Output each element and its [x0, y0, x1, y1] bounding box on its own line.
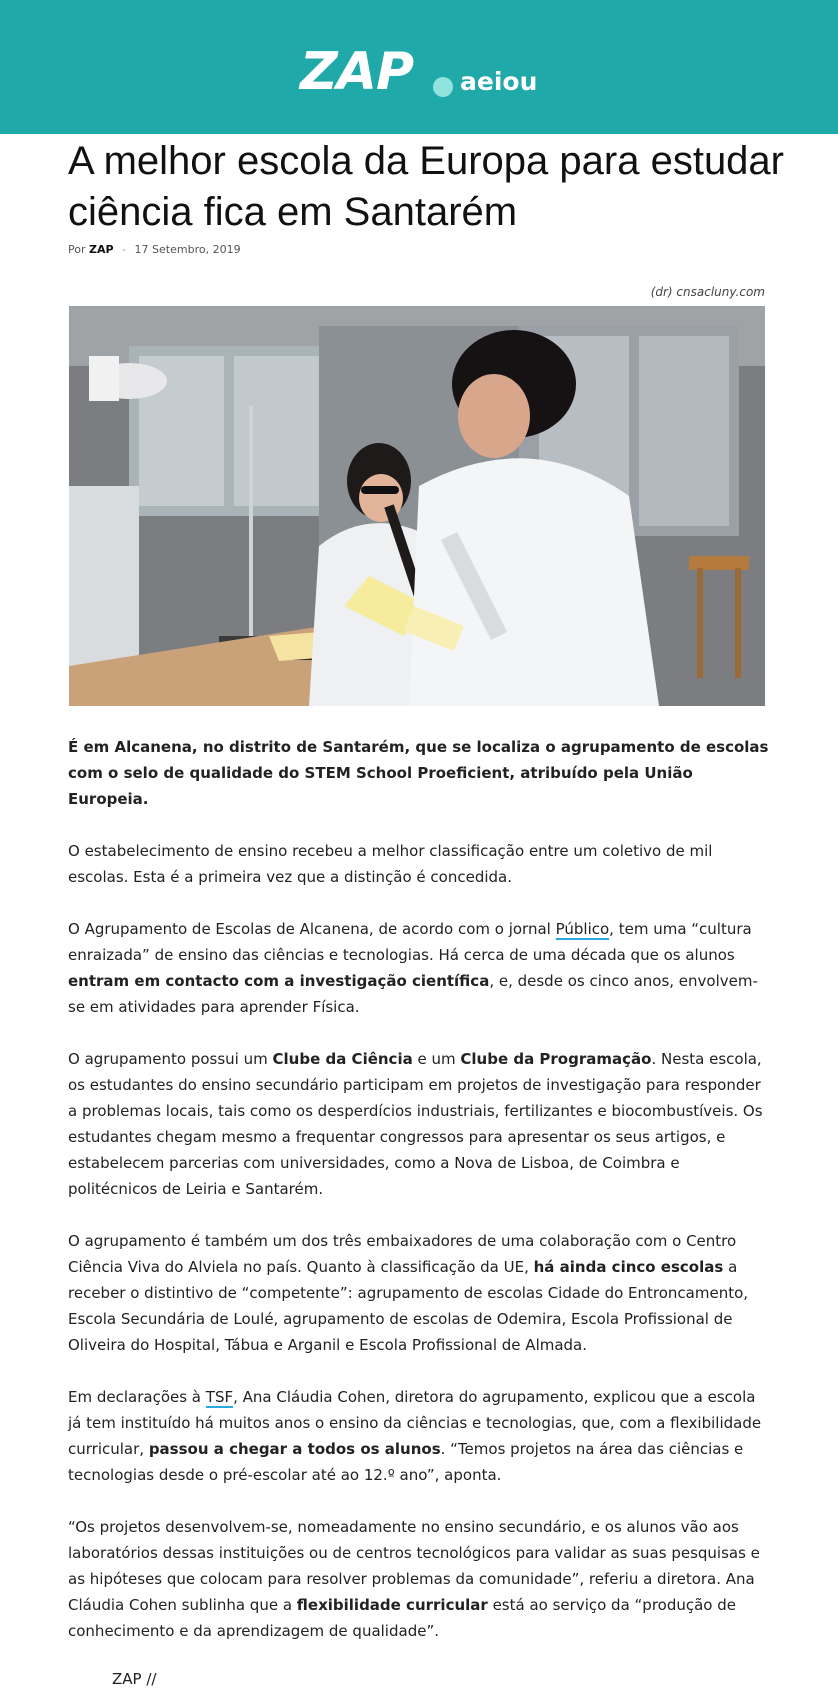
p3-text-1: O agrupamento possui um: [68, 1050, 273, 1068]
article-lead: É em Alcanena, no distrito de Santarém, que se localiza o agrupamento de escolas com o selo de qualidade do STEM School Proeficient, atribuído pela União Europeia.: [68, 738, 769, 808]
p3-bold-2: Clube da Programação: [460, 1050, 652, 1068]
p2-text-3: , e, desde os cinco anos, envolvem-se em atividades para aprender Física.: [68, 972, 758, 1016]
publico-link[interactable]: Público: [555, 920, 610, 938]
lab-students-photo-icon: [69, 306, 765, 706]
logo-dot: [433, 77, 453, 97]
p5-bold: passou a chegar a todos os alunos: [148, 1440, 441, 1458]
byline-separator: -: [122, 243, 127, 256]
p4-bold: há ainda cinco escolas: [533, 1258, 724, 1276]
p5-text-2: , Ana Cláudia Cohen, diretora do agrupamento, explicou que a escola já tem instituído há muitos anos o ensino da ciências e tecnologias, que, com a flexibilidade curricular,: [68, 1388, 762, 1458]
byline-prefix: Por: [68, 243, 86, 256]
p6-text-1: “Os projetos desenvolvem-se, nomeadamente no ensino secundário, e os alunos vão aos laboratórios dessas instituições ou de centros tecnológicos para validar as suas pesquisas e as hipóteses que colocam para resolver problemas da comunidade”, referiu a diretora. Ana Cláudia Cohen sublinha que a: [68, 1518, 760, 1614]
p3-text-3: . Nesta escola, os estudantes do ensino secundário participam em projetos de investigação para responder a problemas locais, tais como os desperdícios industriais, fertilizantes e biocombustíveis. Os estudantes chegam mesmo a frequentar congressos para apresentar os seus artigos, e estabelecem parcerias com universidades, como a Nova de Lisboa, de Coimbra e politécnicos de Leiria e Santarém.: [68, 1050, 763, 1198]
p3-text-2: e um: [412, 1050, 461, 1068]
article-title: A melhor escola da Europa para estudar ciência fica em Santarém: [68, 139, 784, 234]
site-header: [0, 0, 838, 134]
article-paragraph-5: [68, 1384, 772, 1488]
article-photo: [69, 306, 765, 706]
article-byline: [68, 242, 241, 258]
article-paragraph-4: [68, 1228, 772, 1358]
article-body: [68, 734, 772, 1670]
logo-zap-text: ZAP: [300, 42, 414, 102]
p5-text-1: Em declarações à: [68, 1388, 206, 1406]
p2-bold: entram em contacto com a investigação científica: [68, 972, 490, 990]
p4-text-1: O agrupamento é também um dos três embaixadores de uma colaboração com o Centro Ciência Viva do Alviela no país. Quanto à classificação da UE,: [68, 1232, 737, 1276]
p6-text-2: está ao serviço da “produção de conhecimento e da aprendizagem de qualidade”.: [68, 1596, 737, 1640]
article-paragraph-2: [68, 916, 772, 1020]
tsf-link[interactable]: TSF: [205, 1388, 234, 1406]
zap-aeiou-logo[interactable]: [300, 42, 560, 102]
p3-bold-1: Clube da Ciência: [272, 1050, 413, 1068]
article-paragraph-1: O estabelecimento de ensino recebeu a melhor classificação entre um coletivo de mil escolas. Esta é a primeira vez que a distinção é concedida.: [68, 842, 713, 886]
article-paragraph-3: [68, 1046, 772, 1202]
image-credit: (dr) cnsacluny.com: [650, 285, 765, 299]
logo-aeiou-text: aeiou: [460, 67, 538, 96]
p2-text-1: O Agrupamento de Escolas de Alcanena, de acordo com o jornal: [68, 920, 556, 938]
byline-date: 17 Setembro, 2019: [134, 243, 241, 256]
p2-text-2: , tem uma “cultura enraizada” de ensino das ciências e tecnologias. Há cerca de uma década que os alunos: [68, 920, 752, 964]
byline-author[interactable]: ZAP: [89, 243, 114, 256]
p6-bold: flexibilidade curricular: [296, 1596, 488, 1614]
article-signature: ZAP //: [112, 1670, 157, 1688]
p5-text-3: . “Temos projetos na área das ciências e tecnologias desde o pré-escolar até ao 12.º ano”, aponta.: [68, 1440, 744, 1484]
p4-text-2: a receber o distintivo de “competente”: agrupamento de escolas Cidade do Entroncamento, Escola Secundária de Loulé, agrupamento de escolas de Odemira, Escola Profissional de Oliveira do Hospital, Tábua e Arganil e Escola Profissional de Almada.: [68, 1258, 749, 1354]
article-paragraph-6: [68, 1514, 772, 1644]
